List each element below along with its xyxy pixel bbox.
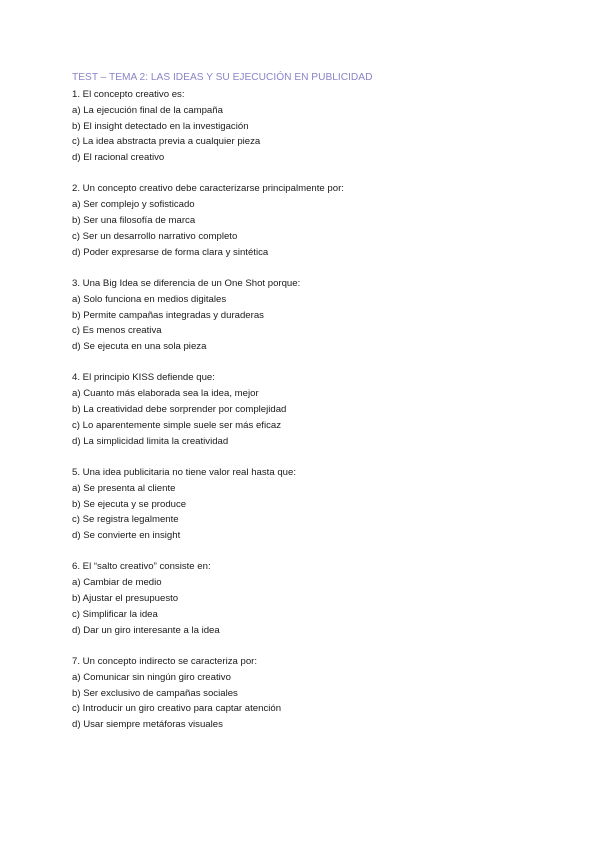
answer-option-c: c) Simplificar la idea [72, 608, 158, 620]
answer-option-d: d) Se ejecuta en una sola pieza [72, 341, 207, 353]
question-1 [72, 87, 542, 166]
answer-option-b: b) Permite campañas integradas y duraderas [72, 309, 264, 321]
answer-option-d: d) La simplicidad limita la creatividad [72, 435, 229, 447]
answer-option-c: c) Lo aparentemente simple suele ser más eficaz [72, 419, 282, 431]
question-text: 5. Una idea publicitaria no tiene valor real hasta que: [72, 466, 296, 478]
answer-option-a: a) Cambiar de medio [72, 577, 162, 589]
answer-option-b: b) Se ejecuta y se produce [72, 498, 187, 510]
question-6 [72, 559, 542, 638]
question-text: 4. El principio KISS defiende que: [72, 372, 215, 384]
document-page [72, 70, 542, 748]
answer-option-a: a) Comunicar sin ningún giro creativo [72, 671, 231, 683]
question-text: 3. Una Big Idea se diferencia de un One Shot porque: [72, 277, 301, 289]
answer-option-a: a) Solo funciona en medios digitales [72, 293, 227, 305]
answer-option-a: a) Cuanto más elaborada sea la idea, mejor [72, 388, 259, 400]
answer-option-d: d) El racional creativo [72, 152, 165, 164]
question-3 [72, 276, 542, 355]
question-2 [72, 181, 542, 260]
answer-option-b: b) Ajustar el presupuesto [72, 593, 179, 605]
answer-option-d: d) Se convierte en insight [72, 530, 181, 542]
answer-option-c: c) Es menos creativa [72, 325, 162, 337]
question-7 [72, 654, 542, 733]
question-4 [72, 370, 542, 449]
answer-option-b: b) El insight detectado en la investigación [72, 120, 249, 132]
answer-option-d: d) Poder expresarse de forma clara y sintética [72, 246, 269, 258]
answer-option-d: d) Dar un giro interesante a la idea [72, 624, 220, 636]
answer-option-c: c) Introducir un giro creativo para captar atención [72, 703, 282, 715]
answer-option-a: a) Se presenta al cliente [72, 482, 176, 494]
document-title: TEST – TEMA 2: LAS IDEAS Y SU EJECUCIÓN EN PUBLICIDAD [72, 72, 373, 83]
question-5 [72, 465, 542, 544]
answer-option-d: d) Usar siempre metáforas visuales [72, 719, 223, 731]
answer-option-a: a) Ser complejo y sofisticado [72, 199, 195, 211]
question-text: 1. El concepto creativo es: [72, 89, 185, 100]
answer-option-c: c) La idea abstracta previa a cualquier pieza [72, 136, 261, 148]
answer-option-b: b) La creatividad debe sorprender por complejidad [72, 404, 287, 416]
question-text: 2. Un concepto creativo debe caracterizarse principalmente por: [72, 183, 344, 195]
answer-option-c: c) Se registra legalmente [72, 514, 179, 526]
answer-option-a: a) La ejecución final de la campaña [72, 104, 223, 116]
question-text: 7. Un concepto indirecto se caracteriza por: [72, 655, 258, 667]
answer-option-b: b) Ser exclusivo de campañas sociales [72, 687, 238, 699]
answer-option-b: b) Ser una filosofía de marca [72, 215, 196, 227]
question-text: 6. El “salto creativo” consiste en: [72, 561, 211, 573]
answer-option-c: c) Ser un desarrollo narrativo completo [72, 230, 238, 242]
